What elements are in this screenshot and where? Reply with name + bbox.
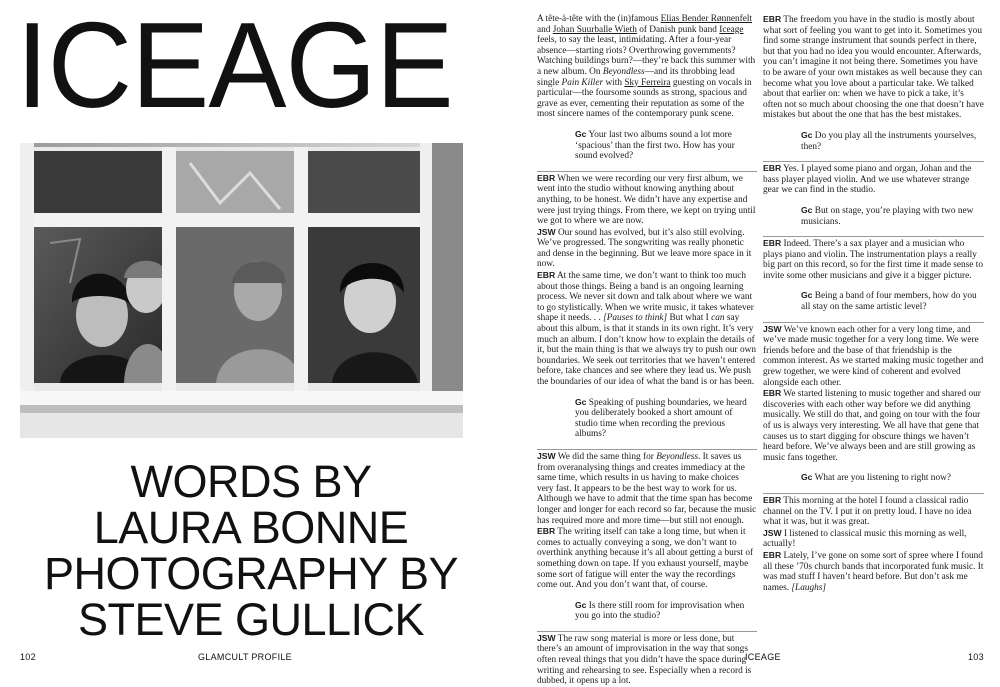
speaker-label: EBR bbox=[763, 163, 782, 174]
intro-text: with bbox=[603, 77, 625, 88]
answer-text: We did the same thing for bbox=[555, 451, 657, 462]
speaker-label: EBR bbox=[763, 388, 782, 399]
link-sky-ferreira[interactable]: Sky Ferreira bbox=[624, 77, 671, 88]
answer-text: The freedom you have in the studio is mostly about what sort of feeling you want to get into it. Sometimes you find some strange instrument that sounds perfect in there, but that you had no idea you would encounter. Afterwards, you can’t imagine it not being there. Sometimes you have to be aware of your own mistakes as well because they can become what you love about a particular take. We talked about that earlier on: when we have to pick a take, it’s often not so much about choosing the one that doesn’t have mistakes but about the one that has the best mistakes. bbox=[763, 15, 984, 121]
masthead-title: ICEAGE bbox=[16, 0, 453, 133]
answer-text: This morning at the hotel I found a classical radio channel on the TV. I put it on pretty loud. I have no idea what it was, but it was great. bbox=[763, 495, 972, 528]
answer-text: We started listening to music together and shared our discoveries with each other way before we did anything musically. We still do that, and going on tour with the four of us is always very interesting. We all have that gene that causes us to start digging for obscure things we haven’t heard before. We’ve always been and are still growing as music fans together. bbox=[763, 389, 981, 463]
answer bbox=[763, 14, 984, 121]
speaker-label: EBR bbox=[763, 549, 782, 560]
answer-text: But what I bbox=[667, 313, 712, 324]
answer bbox=[537, 526, 757, 591]
speaker-label: EBR bbox=[537, 526, 556, 537]
speaker-label: EBR bbox=[763, 494, 782, 505]
speaker-label: EBR bbox=[537, 270, 556, 281]
answer bbox=[763, 163, 984, 196]
speaker-label: EBR bbox=[537, 172, 556, 183]
question bbox=[537, 129, 757, 162]
interview-column-1 bbox=[537, 14, 757, 687]
answer bbox=[763, 388, 984, 463]
answer-text: We’ve known each other for a very long time, and we’ve made music together for a very long time. We were friends before and the base of that friendship is the common interest. As we started making music together and grew together, we were kind of coherent and evolved alongside each other. bbox=[763, 324, 984, 388]
section-label: GLAMCULT PROFILE bbox=[198, 652, 292, 662]
speaker-label: Gc bbox=[575, 599, 587, 610]
credits-line: LAURA BONNE bbox=[93, 502, 409, 553]
link-johan[interactable]: Johan Suurballe Wieth bbox=[552, 24, 637, 35]
question bbox=[537, 397, 757, 440]
link-iceage[interactable]: Iceage bbox=[719, 24, 744, 35]
speaker-label: Gc bbox=[801, 472, 813, 483]
answer-text: At the same time, we don’t want to think too much about those things. Being a band is an ongoing learning process. We never sit down and talk about where we want to go stylistically. When we write music, it takes whatever shape it needs. . . bbox=[537, 271, 754, 324]
question-text: Do you play all the instruments yourselves, then? bbox=[801, 130, 977, 152]
emphasis: can bbox=[711, 313, 725, 324]
divider bbox=[763, 322, 984, 323]
speaker-label: Gc bbox=[575, 128, 587, 139]
answer bbox=[763, 324, 984, 389]
answer-text: Lately, I’ve gone on some sort of spree where I found all these ’70s church bands that incorporated funk music. It was mad stuff I haven’t heard before. But don’t ask me names. bbox=[763, 550, 984, 593]
interview-column-2 bbox=[763, 14, 984, 593]
question-text: Speaking of pushing boundaries, we heard you deliberately booked a short amount of studio time when recording the previous albums? bbox=[575, 397, 747, 440]
speaker-label: JSW bbox=[537, 632, 556, 643]
answer bbox=[537, 227, 757, 270]
answer bbox=[537, 270, 757, 388]
intro-text: and bbox=[537, 24, 553, 35]
question-text: Is there still room for improvisation when you go into the studio? bbox=[575, 600, 745, 622]
credits-line: WORDS BY bbox=[130, 456, 372, 507]
page-number-left: 102 bbox=[20, 652, 36, 662]
answer-text: say about this album, is that it stands in its own right. It’s very much an album. I don’t know how to explain the details of it, but the main thing is that we always try to push our own boundaries. We seek out territories that we haven’t entered before, take chances and see where they lead us. We push the boundaries of our idea of what the band is or has been. bbox=[537, 313, 756, 387]
page-number-right: 103 bbox=[968, 652, 984, 662]
answer bbox=[537, 451, 757, 526]
question bbox=[763, 130, 984, 152]
speaker-label: JSW bbox=[537, 450, 556, 461]
credits-line: STEVE GULLICK bbox=[77, 594, 425, 645]
answer-text: The writing itself can take a long time, but when it comes to actually conveying a song, we don’t want to overthink anything because it’s all about getting a burst of something down on tape. If you exhaust yourself, maybe some sort of fatigue will enter the way the recordings come out. And you don’t want that, of course. bbox=[537, 527, 754, 591]
answer bbox=[763, 550, 984, 593]
stage-direction: [Pauses to think] bbox=[603, 313, 668, 324]
answer-text: Yes. I played some piano and organ, Johan and the bass player played violin. And we use whatever strange gear we can find in the studio. bbox=[763, 164, 972, 196]
question-text: What are you listening to right now? bbox=[812, 473, 951, 484]
speaker-label: Gc bbox=[801, 204, 813, 215]
speaker-label: JSW bbox=[763, 323, 782, 334]
divider bbox=[763, 493, 984, 494]
credits-block bbox=[16, 456, 486, 645]
answer-continued bbox=[537, 633, 757, 687]
intro-text: guesting on vocals in particular—the foursome sounds as strong, spacious and grave as ever, cementing their reputation as some of the most sincere names of the contemporary punk scene. bbox=[537, 77, 752, 120]
answer bbox=[537, 173, 757, 227]
answer bbox=[763, 495, 984, 528]
question-text: Being a band of four members, how do you all stay on the same artistic level? bbox=[801, 291, 977, 313]
band-photo bbox=[20, 143, 463, 438]
stage-direction: [Laughs] bbox=[791, 582, 827, 593]
intro-text: A tête-à-tête with the (in)famous bbox=[537, 14, 661, 24]
speaker-label: EBR bbox=[763, 14, 782, 24]
divider bbox=[537, 171, 757, 172]
single-title: Pain Killer bbox=[561, 77, 604, 88]
answer-text: Our sound has evolved, but it’s also still evolving. We’ve progressed. The songwriting was really phonetic and dense in the beginning. But we leave more space in it now. bbox=[537, 227, 752, 270]
divider bbox=[763, 236, 984, 237]
answer-text: When we were recording our very first album, we went into the studio without knowing anything about anything, to be honest. We didn’t have any expertise and were just trying things. From there, we kept on trying until we got to where we are now. bbox=[537, 173, 756, 227]
link-elias[interactable]: Elias Bender Rønnenfelt bbox=[660, 14, 753, 24]
credits-line: PHOTOGRAPHY BY bbox=[44, 548, 458, 599]
speaker-label: Gc bbox=[801, 290, 813, 301]
question bbox=[763, 472, 984, 484]
question-text: Your last two albums sound a lot more ‘spacious’ than the first two. How has your sound evolved? bbox=[575, 129, 735, 162]
running-title: ICEAGE bbox=[745, 652, 781, 662]
question bbox=[537, 600, 757, 622]
speaker-label: EBR bbox=[763, 238, 782, 249]
answer-text: I listened to classical music this morning as well, actually! bbox=[763, 528, 967, 550]
divider bbox=[763, 161, 984, 162]
answer bbox=[763, 528, 984, 550]
answer-text: . It saves us from overanalysing things and creates immediacy at the same time, which results in us having to make choices very fast. It appears to be the best way to work for us. Although we have to admit that the time span has become longer and longer for each record so far, because the music has required more and more time—but still not enough. bbox=[537, 451, 757, 526]
divider bbox=[537, 449, 757, 450]
band-photo-illustration bbox=[20, 143, 463, 438]
question bbox=[763, 205, 984, 227]
question-text: But on stage, you’re playing with two new musicians. bbox=[801, 205, 974, 227]
intro-paragraph bbox=[537, 14, 757, 120]
intro-text: —and its throbbing lead single bbox=[537, 66, 735, 88]
intro-text: feels, to say the least, intimidating. After a four-year absence—starting riots? Overthrowing governments? Watching buildings burn?—they’re back this summer with a new album. On bbox=[537, 35, 756, 77]
intro-text: of Danish punk band bbox=[636, 24, 720, 35]
speaker-label: Gc bbox=[801, 129, 813, 140]
album-title: Beyondless bbox=[656, 451, 699, 462]
divider bbox=[537, 631, 757, 632]
speaker-label: Gc bbox=[575, 396, 587, 407]
album-title: Beyondless bbox=[602, 66, 645, 77]
speaker-label: JSW bbox=[763, 527, 782, 538]
answer-text: The raw song material is more or less done, but there’s an amount of improvisation in the way that songs often reveal things that you didn’t have the space during writing and rehearsing to see. Especially when a record is dubbed, it opens up a lot. bbox=[537, 633, 752, 687]
answer-text: Indeed. There’s a sax player and a musician who plays piano and violin. The instrumentation plays a really big part on this record, so for the first time it made sense to invite some other musicians and give it a bigger picture. bbox=[763, 239, 983, 281]
speaker-label: JSW bbox=[537, 226, 556, 237]
answer bbox=[763, 238, 984, 281]
question bbox=[763, 290, 984, 312]
left-page bbox=[0, 0, 500, 675]
